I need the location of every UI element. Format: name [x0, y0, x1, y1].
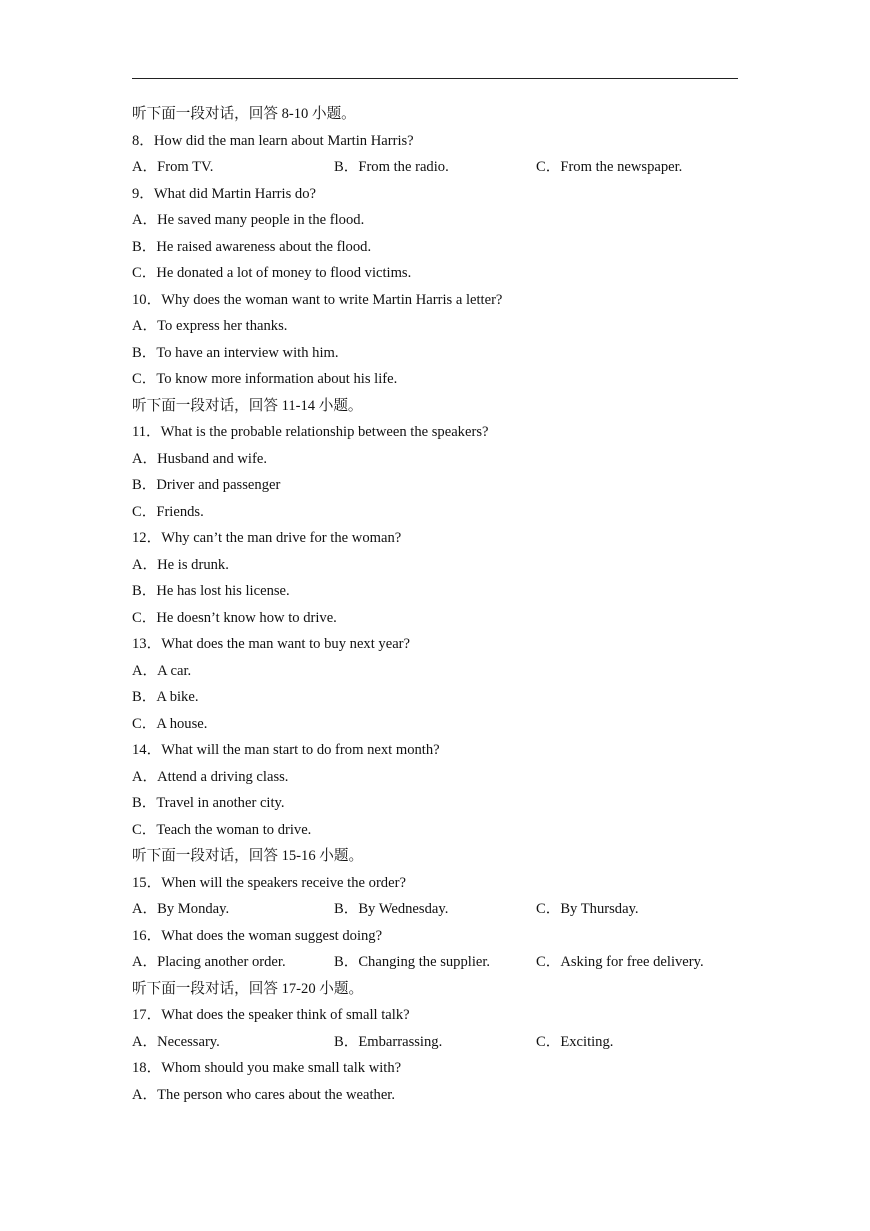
question-stem: 10．Why does the woman want to write Martin Harris a letter?: [132, 291, 503, 308]
option-a: A．He is drunk.: [132, 556, 229, 573]
option-a: A．Necessary.: [132, 1033, 220, 1050]
section-header: 听下面一段对话，回答 8-10 小题。: [132, 106, 356, 122]
option-b: B．By Wednesday.: [334, 901, 449, 917]
option-a: A．A car.: [132, 662, 192, 679]
question-stem: 13．What does the man want to buy next year?: [132, 636, 411, 652]
option-c: C．He donated a lot of money to flood victims.: [132, 265, 412, 281]
option-c: C．A house.: [132, 715, 208, 732]
question-stem: 9．What did Martin Harris do?: [132, 185, 316, 202]
option-c: C．To know more information about his life.: [132, 371, 398, 387]
exam-page: [132, 101, 772, 1108]
section-header: 听下面一段对话，回答 15-16 小题。: [132, 848, 364, 864]
option-a: A．Husband and wife.: [132, 450, 267, 467]
option-c: C．Asking for free delivery.: [536, 954, 704, 970]
option-c: C．From the newspaper.: [536, 159, 683, 175]
section-header: 听下面一段对话，回答 11-14 小题。: [132, 397, 363, 414]
option-c: C．He doesn’t know how to drive.: [132, 609, 337, 626]
question-stem: 15．When will the speakers receive the order?: [132, 874, 406, 891]
option-b: B．Driver and passenger: [132, 477, 281, 493]
option-b: B．Embarrassing.: [334, 1033, 443, 1050]
option-c: C．Teach the woman to drive.: [132, 821, 312, 838]
option-row: [132, 1029, 772, 1056]
option-a: A．By Monday.: [132, 901, 230, 917]
question-stem: 8．How did the man learn about Martin Harris?: [132, 132, 414, 149]
option-c: C．Exciting.: [536, 1033, 614, 1050]
option-c: C．By Thursday.: [536, 901, 639, 917]
option-row: [132, 896, 772, 923]
question-stem: 14．What will the man start to do from next month?: [132, 742, 440, 758]
option-b: B．Changing the supplier.: [334, 954, 491, 970]
option-a: A．To express her thanks.: [132, 318, 288, 334]
option-a: A．Attend a driving class.: [132, 768, 289, 785]
option-b: B．He raised awareness about the flood.: [132, 238, 372, 255]
option-b: B．From the radio.: [334, 159, 449, 175]
section-header: 听下面一段对话，回答 17-20 小题。: [132, 980, 364, 997]
option-row: [132, 154, 772, 181]
header-rule: [132, 78, 738, 79]
option-b: B．To have an interview with him.: [132, 344, 339, 361]
option-row: [132, 949, 772, 976]
question-stem: 11．What is the probable relationship between the speakers?: [132, 424, 489, 440]
question-stem: 17．What does the speaker think of small talk?: [132, 1007, 410, 1023]
option-c: C．Friends.: [132, 503, 204, 520]
option-a: A．He saved many people in the flood.: [132, 212, 365, 228]
option-a: A．From TV.: [132, 159, 214, 175]
option-b: B．He has lost his license.: [132, 583, 290, 599]
option-b: B．Travel in another city.: [132, 795, 285, 811]
option-a: A．Placing another order.: [132, 954, 286, 970]
option-a: A．The person who cares about the weather.: [132, 1086, 396, 1103]
question-stem: 12．Why can’t the man drive for the woman?: [132, 530, 402, 546]
option-b: B．A bike.: [132, 689, 199, 705]
question-stem: 16．What does the woman suggest doing?: [132, 927, 383, 944]
question-stem: 18．Whom should you make small talk with?: [132, 1060, 402, 1076]
